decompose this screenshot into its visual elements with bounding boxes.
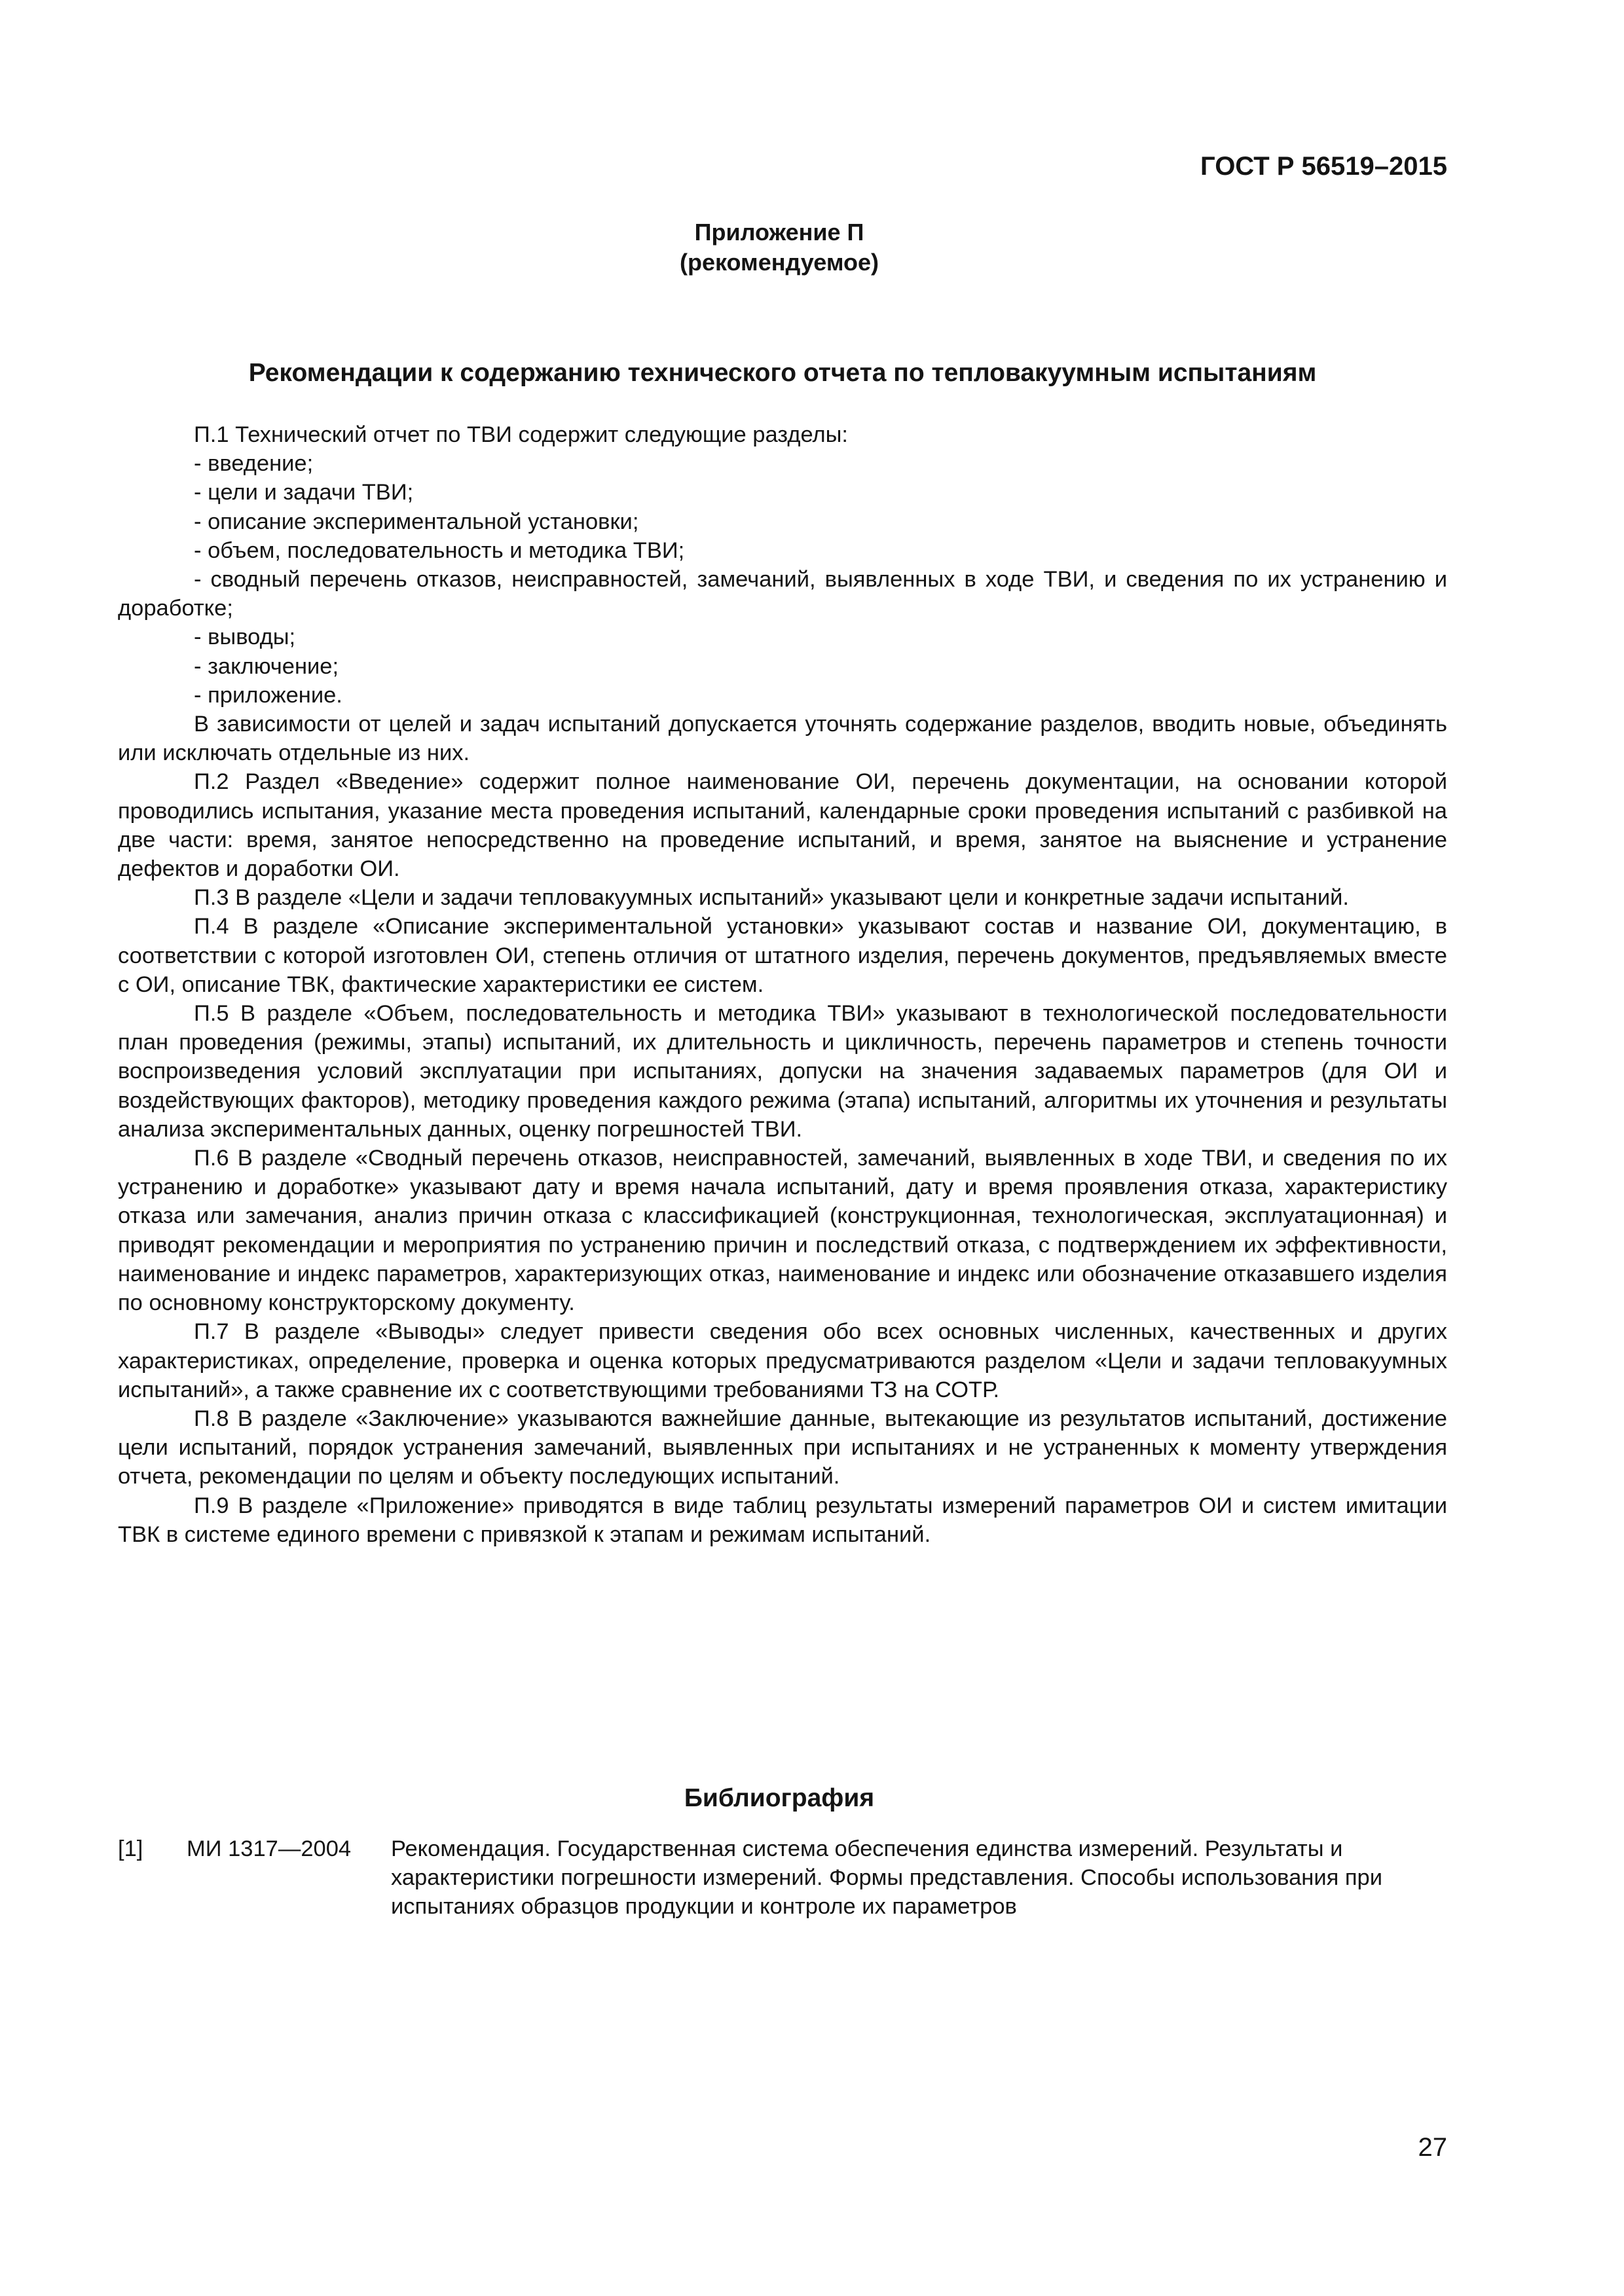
section-title: Рекомендации к содержанию технического отчета по тепловакуумным испытаниям	[248, 359, 1317, 387]
list-item: - объем, последовательность и методика ТВИ;	[194, 538, 685, 563]
list-item: - описание экспериментальной установки;	[194, 509, 639, 534]
paragraph: П.1 Технический отчет по ТВИ содержит следующие разделы:	[194, 422, 849, 447]
list-item: - сводный перечень отказов, неисправностей, замечаний, выявленных в ходе ТВИ, и сведения по их устранению и доработке;	[118, 567, 1447, 621]
paragraph: П.2 Раздел «Введение» содержит полное наименование ОИ, перечень документации, на основании которой проводились испытания, указание места проведения испытаний, календарные сроки проведения испытаний с разбивкой на две части: время, занятое непосредственно на проведение испытаний, и время, занятое на выяснение и устранение дефектов и доработки ОИ.	[118, 769, 1447, 882]
bibliography-entry-number: [1]	[118, 1836, 143, 1861]
appendix-status: (рекомендуемое)	[680, 249, 879, 276]
bibliography-entry-code: МИ 1317—2004	[187, 1836, 352, 1861]
appendix-title: Приложение П	[694, 219, 864, 246]
paragraph: П.3 В разделе «Цели и задачи тепловакуумных испытаний» указывают цели и конкретные задачи испытаний.	[194, 885, 1349, 911]
paragraph: П.4 В разделе «Описание экспериментальной установки» указывают состав и название ОИ, документацию, в соответствии с которой изготовлен ОИ, степень отличия от штатного изделия, перечень документов, предъявляемых вместе с ОИ, описание ТВК, фактические характеристики ее систем.	[118, 914, 1447, 997]
paragraph: П.8 В разделе «Заключение» указываются важнейшие данные, вытекающие из результатов испытаний, достижение цели испытаний, порядок устранения замечаний, выявленных при испытаниях и не устраненных к моменту утверждения отчета, рекомендации по целям и объекту последующих испытаний.	[118, 1406, 1447, 1489]
bibliography-entry-text: Рекомендация. Государственная система обеспечения единства измерений. Результаты и характеристики погрешности измерений. Формы представления. Способы использования при испытаниях образцов продукции и контроле их параметров	[391, 1836, 1383, 1920]
document-code: ГОСТ Р 56519–2015	[1200, 152, 1447, 181]
bibliography-entry	[118, 1834, 1447, 1922]
body-text	[118, 420, 1447, 1549]
paragraph: П.9 В разделе «Приложение» приводятся в виде таблиц результаты измерений параметров ОИ и систем имитации ТВК в системе единого времени с привязкой к этапам и режимам испытаний.	[118, 1493, 1447, 1547]
appendix-heading	[0, 217, 1559, 278]
paragraph: П.5 В разделе «Объем, последовательность и методика ТВИ» указывают в технологической последовательности план проведения (режимы, этапы) испытаний, их длительность и цикличность, перечень параметров и степень точности воспроизведения условий эксплуатации при испытаниях, допуски на значения задаваемых параметров (для ОИ и воздействующих факторов), методику проведения каждого режима (этапа) испытаний, алгоритмы их уточнения и результаты анализа экспериментальных данных, оценку погрешностей ТВИ.	[118, 1001, 1447, 1142]
list-item: - введение;	[194, 451, 314, 477]
list-item: - цели и задачи ТВИ;	[194, 480, 414, 505]
bibliography-title: Библиография	[684, 1784, 875, 1812]
paragraph: В зависимости от целей и задач испытаний допускается уточнять содержание разделов, вводить новые, объединять или исключать отдельные из них.	[118, 712, 1447, 766]
list-item: - заключение;	[194, 653, 339, 679]
list-item: - приложение.	[194, 682, 342, 708]
paragraph: П.7 В разделе «Выводы» следует привести сведения обо всех основных численных, качественных и других характеристиках, определение, проверка и оценка которых предусматриваются разделом «Цели и задачи тепловакуумных испытаний», а также сравнение их с соответствующими требованиями ТЗ на СОТР.	[118, 1319, 1447, 1402]
page-number: 27	[1418, 2133, 1447, 2162]
paragraph: П.6 В разделе «Сводный перечень отказов, неисправностей, замечаний, выявленных в ходе ТВИ, и сведения по их устранению и доработке» указывают дату и время начала испытаний, дату и время проявления отказа, характеристику отказа или замечания, анализ причин отказа с классификацией (конструкционная, технологическая, эксплуатационная) и приводят рекомендации и мероприятия по устранению причин и последствий отказа, с подтверждением их эффективности, наименование и индекс параметров, характеризующих отказ, наименование и индекс или обозначение отказавшего изделия по основному конструкторскому документу.	[118, 1146, 1447, 1316]
list-item: - выводы;	[194, 625, 296, 650]
